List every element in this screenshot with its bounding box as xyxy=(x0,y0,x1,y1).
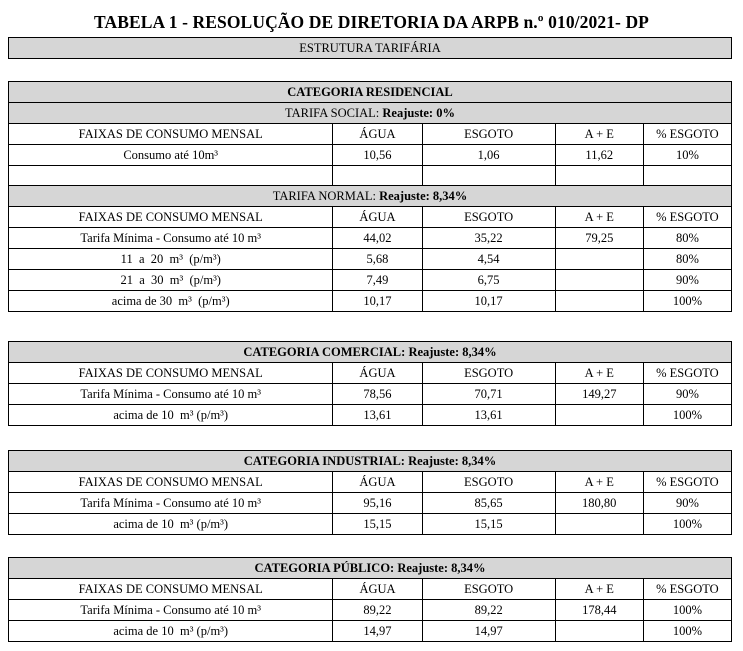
esgoto-cell: 15,15 xyxy=(422,514,555,535)
col-esgoto: ESGOTO xyxy=(422,579,555,600)
table-row xyxy=(9,270,732,291)
esgoto-cell: 10,17 xyxy=(422,291,555,312)
commercial-adjustment: Reajuste: 8,34% xyxy=(408,344,497,359)
col-faixas: FAIXAS DE CONSUMO MENSAL xyxy=(9,207,333,228)
pct-cell: 100% xyxy=(643,291,731,312)
faixa-cell: Tarifa Mínima - Consumo até 10 m³ xyxy=(9,384,333,405)
ae-cell xyxy=(555,291,643,312)
pct-cell: 90% xyxy=(643,384,731,405)
residential-heading: CATEGORIA RESIDENCIAL xyxy=(9,82,732,103)
ae-cell xyxy=(555,249,643,270)
ae-cell: 178,44 xyxy=(555,600,643,621)
ae-cell: 180,80 xyxy=(555,493,643,514)
faixa-cell: Tarifa Mínima - Consumo até 10 m³ xyxy=(9,600,333,621)
industrial-label: CATEGORIA INDUSTRIAL: xyxy=(243,453,405,468)
column-header-row xyxy=(9,579,732,600)
col-agua: ÁGUA xyxy=(333,472,422,493)
pct-cell: 80% xyxy=(643,228,731,249)
pct-cell: 100% xyxy=(643,600,731,621)
agua-cell: 13,61 xyxy=(333,405,422,426)
col-ae: A + E xyxy=(555,579,643,600)
industrial-table xyxy=(8,450,732,535)
col-pct: % ESGOTO xyxy=(643,363,731,384)
pct-cell: 10% xyxy=(643,145,731,166)
column-header-row xyxy=(9,472,732,493)
pct-cell: 100% xyxy=(643,621,731,642)
structure-banner xyxy=(8,37,732,59)
esgoto-cell: 14,97 xyxy=(422,621,555,642)
agua-cell: 5,68 xyxy=(333,249,422,270)
faixa-cell: Consumo até 10m³ xyxy=(9,145,333,166)
col-esgoto: ESGOTO xyxy=(422,363,555,384)
table-row xyxy=(9,621,732,642)
agua-cell: 78,56 xyxy=(333,384,422,405)
esgoto-cell: 70,71 xyxy=(422,384,555,405)
faixa-cell: acima de 10 m³ (p/m³) xyxy=(9,514,333,535)
col-esgoto: ESGOTO xyxy=(422,124,555,145)
pct-cell: 80% xyxy=(643,249,731,270)
table-row xyxy=(9,249,732,270)
esgoto-cell: 89,22 xyxy=(422,600,555,621)
table-row xyxy=(9,228,732,249)
col-faixas: FAIXAS DE CONSUMO MENSAL xyxy=(9,124,333,145)
public-table xyxy=(8,557,732,642)
ae-cell: 79,25 xyxy=(555,228,643,249)
esgoto-cell: 35,22 xyxy=(422,228,555,249)
commercial-table xyxy=(8,341,732,426)
faixa-cell: Tarifa Mínima - Consumo até 10 m³ xyxy=(9,493,333,514)
public-label: CATEGORIA PÚBLICO: xyxy=(254,560,395,575)
commercial-heading xyxy=(9,342,732,363)
industrial-adjustment: Reajuste: 8,34% xyxy=(408,453,497,468)
pct-cell: 90% xyxy=(643,270,731,291)
ae-cell xyxy=(555,621,643,642)
esgoto-cell: 6,75 xyxy=(422,270,555,291)
commercial-label: CATEGORIA COMERCIAL: xyxy=(243,344,406,359)
column-header-row xyxy=(9,124,732,145)
ae-cell: 149,27 xyxy=(555,384,643,405)
col-esgoto: ESGOTO xyxy=(422,472,555,493)
residential-table xyxy=(8,81,732,312)
table-row xyxy=(9,384,732,405)
col-ae: A + E xyxy=(555,207,643,228)
table-row xyxy=(9,514,732,535)
col-faixas: FAIXAS DE CONSUMO MENSAL xyxy=(9,363,333,384)
industrial-heading xyxy=(9,451,732,472)
faixa-cell: acima de 10 m³ (p/m³) xyxy=(9,621,333,642)
esgoto-cell: 85,65 xyxy=(422,493,555,514)
faixa-cell: 21 a 30 m³ (p/m³) xyxy=(9,270,333,291)
faixa-cell: Tarifa Mínima - Consumo até 10 m³ xyxy=(9,228,333,249)
column-header-row xyxy=(9,207,732,228)
col-agua: ÁGUA xyxy=(333,363,422,384)
col-ae: A + E xyxy=(555,124,643,145)
normal-tariff-label: TARIFA NORMAL: xyxy=(272,188,376,203)
agua-cell: 10,56 xyxy=(333,145,422,166)
table-row xyxy=(9,145,732,166)
pct-cell: 100% xyxy=(643,514,731,535)
column-header-row xyxy=(9,363,732,384)
esgoto-cell: 13,61 xyxy=(422,405,555,426)
col-agua: ÁGUA xyxy=(333,124,422,145)
table-row xyxy=(9,405,732,426)
document-title: TABELA 1 - RESOLUÇÃO DE DIRETORIA DA ARPB n.º 010/2021- DP xyxy=(94,12,649,32)
faixa-cell: acima de 30 m³ (p/m³) xyxy=(9,291,333,312)
col-faixas: FAIXAS DE CONSUMO MENSAL xyxy=(9,472,333,493)
ae-cell xyxy=(555,270,643,291)
col-pct: % ESGOTO xyxy=(643,579,731,600)
col-ae: A + E xyxy=(555,363,643,384)
faixa-cell: acima de 10 m³ (p/m³) xyxy=(9,405,333,426)
agua-cell: 10,17 xyxy=(333,291,422,312)
agua-cell: 14,97 xyxy=(333,621,422,642)
agua-cell: 89,22 xyxy=(333,600,422,621)
agua-cell: 44,02 xyxy=(333,228,422,249)
col-ae: A + E xyxy=(555,472,643,493)
table-row xyxy=(9,291,732,312)
ae-cell xyxy=(555,405,643,426)
normal-tariff-heading xyxy=(9,186,732,207)
pct-cell: 90% xyxy=(643,493,731,514)
table-row xyxy=(9,493,732,514)
pct-cell: 100% xyxy=(643,405,731,426)
ae-cell xyxy=(555,514,643,535)
agua-cell: 7,49 xyxy=(333,270,422,291)
col-agua: ÁGUA xyxy=(333,579,422,600)
agua-cell: 15,15 xyxy=(333,514,422,535)
public-heading xyxy=(9,558,732,579)
col-pct: % ESGOTO xyxy=(643,207,731,228)
col-esgoto: ESGOTO xyxy=(422,207,555,228)
social-tariff-heading xyxy=(9,103,732,124)
esgoto-cell: 4,54 xyxy=(422,249,555,270)
empty-row xyxy=(9,166,732,186)
social-tariff-label: TARIFA SOCIAL: xyxy=(285,105,380,120)
esgoto-cell: 1,06 xyxy=(422,145,555,166)
normal-tariff-adjustment: Reajuste: 8,34% xyxy=(379,188,468,203)
col-faixas: FAIXAS DE CONSUMO MENSAL xyxy=(9,579,333,600)
col-agua: ÁGUA xyxy=(333,207,422,228)
ae-cell: 11,62 xyxy=(555,145,643,166)
public-adjustment: Reajuste: 8,34% xyxy=(397,560,486,575)
social-tariff-adjustment: Reajuste: 0% xyxy=(382,105,455,120)
structure-title: ESTRUTURA TARIFÁRIA xyxy=(9,38,732,59)
col-pct: % ESGOTO xyxy=(643,472,731,493)
faixa-cell: 11 a 20 m³ (p/m³) xyxy=(9,249,333,270)
agua-cell: 95,16 xyxy=(333,493,422,514)
col-pct: % ESGOTO xyxy=(643,124,731,145)
table-row xyxy=(9,600,732,621)
